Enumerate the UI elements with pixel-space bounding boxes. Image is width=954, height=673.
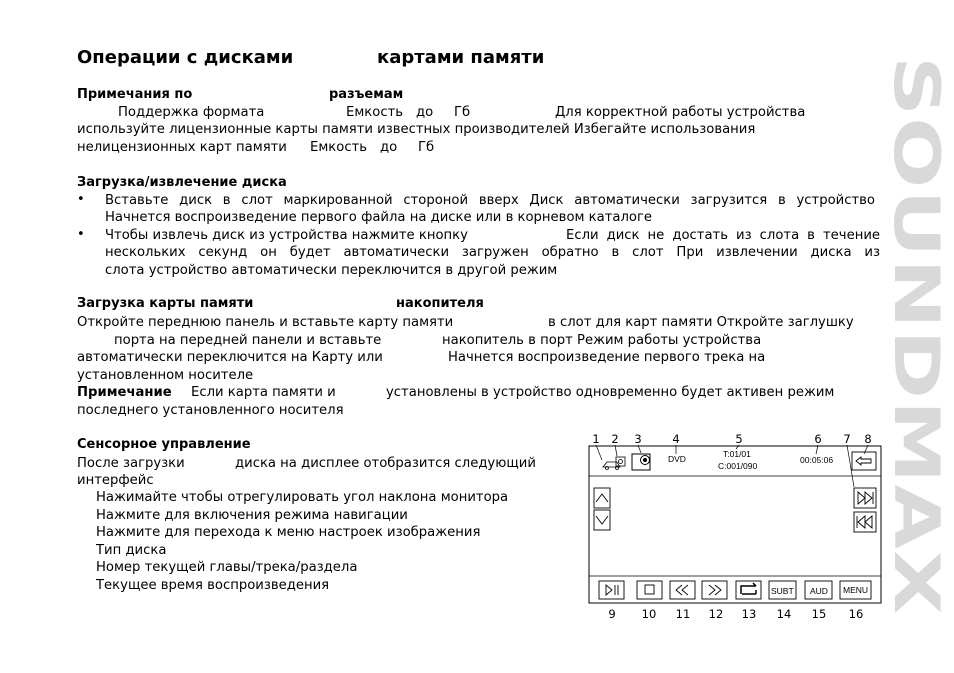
tilt-up-button[interactable] (594, 488, 610, 508)
disc-text: нескольких секунд он будет автоматически загружен обратно в слот При извлечении диска из (105, 245, 880, 260)
callout-number: 5 (735, 432, 743, 446)
touch-item: Тип диска (96, 543, 167, 558)
card-text: порта на передней панели и вставьте (114, 333, 382, 348)
disc-type-label: DVD (668, 454, 686, 464)
notes-heading-left: Примечания по (77, 87, 193, 102)
tilt-down-button[interactable] (594, 510, 610, 530)
stop-button[interactable] (637, 581, 662, 599)
callout-number: 14 (776, 607, 792, 621)
disc-text: Если диск не достать из слота в течение (566, 228, 880, 243)
touch-item: Текущее время воспроизведения (96, 578, 330, 593)
callout-number: 15 (811, 607, 827, 621)
notes-text: Гб (418, 140, 435, 155)
notes-text: нелицензионных карт памяти (77, 140, 287, 155)
page-title-right: картами памяти (377, 47, 545, 68)
callout-number: 16 (848, 607, 864, 621)
notes-text: Емкость (310, 140, 368, 155)
callout-number: 12 (708, 607, 724, 621)
callout-number: 13 (741, 607, 757, 621)
brand-logo-text: SOUNDMAX (879, 56, 953, 473)
callout-number: 1 (592, 432, 600, 446)
callout-number: 7 (843, 432, 851, 446)
note-text: установлены в устройство одновременно будет активен режим (386, 385, 835, 400)
next-track-button[interactable] (854, 488, 876, 508)
touch-text: интерфейс (77, 473, 154, 488)
notes-text: Емкость (346, 105, 404, 120)
subtitle-label: SUBT (771, 586, 794, 596)
note-text: последнего установленного носителя (77, 403, 344, 418)
note-label: Примечание (77, 385, 172, 400)
touch-text: После загрузки (77, 456, 185, 471)
callout-number: 3 (634, 432, 642, 446)
disc-icon (632, 454, 650, 470)
card-text: установленном носителе (77, 368, 254, 383)
menu-label: MENU (843, 585, 869, 595)
prev-track-button[interactable] (854, 512, 876, 532)
audio-label: AUD (810, 586, 828, 596)
notes-text: используйте лицензионные карты памяти известных производителей Избегайте использования (77, 122, 756, 137)
callout-number: 10 (641, 607, 657, 621)
brand-logo (879, 54, 953, 619)
disc-text: Чтобы извлечь диск из устройства нажмите кнопку (105, 228, 468, 243)
bullet-icon: • (77, 227, 85, 242)
callout-number: 8 (864, 432, 872, 446)
touch-item: Нажмите для перехода к меню настроек изображения (96, 525, 481, 540)
callout-number: 2 (611, 432, 619, 446)
play-pause-button[interactable] (599, 581, 624, 599)
touch-heading: Сенсорное управление (77, 437, 251, 452)
settings-icon (616, 457, 625, 466)
time-label: 00:05:06 (800, 455, 834, 465)
card-text: Откройте переднюю панель и вставьте карту памяти (77, 315, 454, 330)
notes-text: Для корректной работы устройства (555, 105, 806, 120)
track-label: T:01/01 (723, 449, 751, 459)
repeat-button[interactable] (736, 581, 761, 599)
touch-item: Нажмите для включения режима навигации (96, 508, 408, 523)
screen-interface-diagram (586, 430, 886, 622)
notes-heading-right: разъемам (329, 87, 404, 102)
disc-text: Начнется воспроизведение первого файла на диске или в корневом каталоге (105, 210, 652, 225)
notes-text: Гб (454, 105, 471, 120)
back-icon (852, 452, 876, 470)
touch-item: Нажимайте чтобы отрегулировать угол наклона монитора (96, 490, 509, 505)
card-text: автоматически переключится на Карту или (77, 350, 383, 365)
card-heading-right: накопителя (396, 296, 484, 311)
card-text: накопитель в порт Режим работы устройства (442, 333, 762, 348)
notes-text: до (416, 105, 434, 120)
disc-text: слота устройство автоматически переключится в другой режим (105, 263, 558, 278)
card-heading-left: Загрузка карты памяти (77, 296, 254, 311)
fast-forward-button[interactable] (702, 581, 727, 599)
card-text: в слот для карт памяти Откройте заглушку (548, 315, 854, 330)
touch-item: Номер текущей главы/трека/раздела (96, 560, 358, 575)
note-text: Если карта памяти и (191, 385, 336, 400)
card-text: Начнется воспроизведение первого трека на (448, 350, 766, 365)
notes-text: Поддержка формата (118, 105, 265, 120)
rewind-button[interactable] (670, 581, 695, 599)
bullet-icon: • (77, 192, 85, 207)
callout-number: 9 (608, 607, 616, 621)
callout-number: 4 (672, 432, 680, 446)
disc-heading: Загрузка/извлечение диска (77, 175, 287, 190)
callout-number: 6 (814, 432, 822, 446)
callout-number: 11 (675, 607, 691, 621)
notes-text: до (380, 140, 398, 155)
touch-text: диска на дисплее отобразится следующий (235, 456, 536, 471)
disc-text: Вставьте диск в слот маркированной стороной вверх Диск автоматически загрузится в устройство (105, 193, 875, 208)
chapter-label: C:001/090 (718, 461, 758, 471)
page-title-left: Операции с дисками (77, 47, 294, 68)
